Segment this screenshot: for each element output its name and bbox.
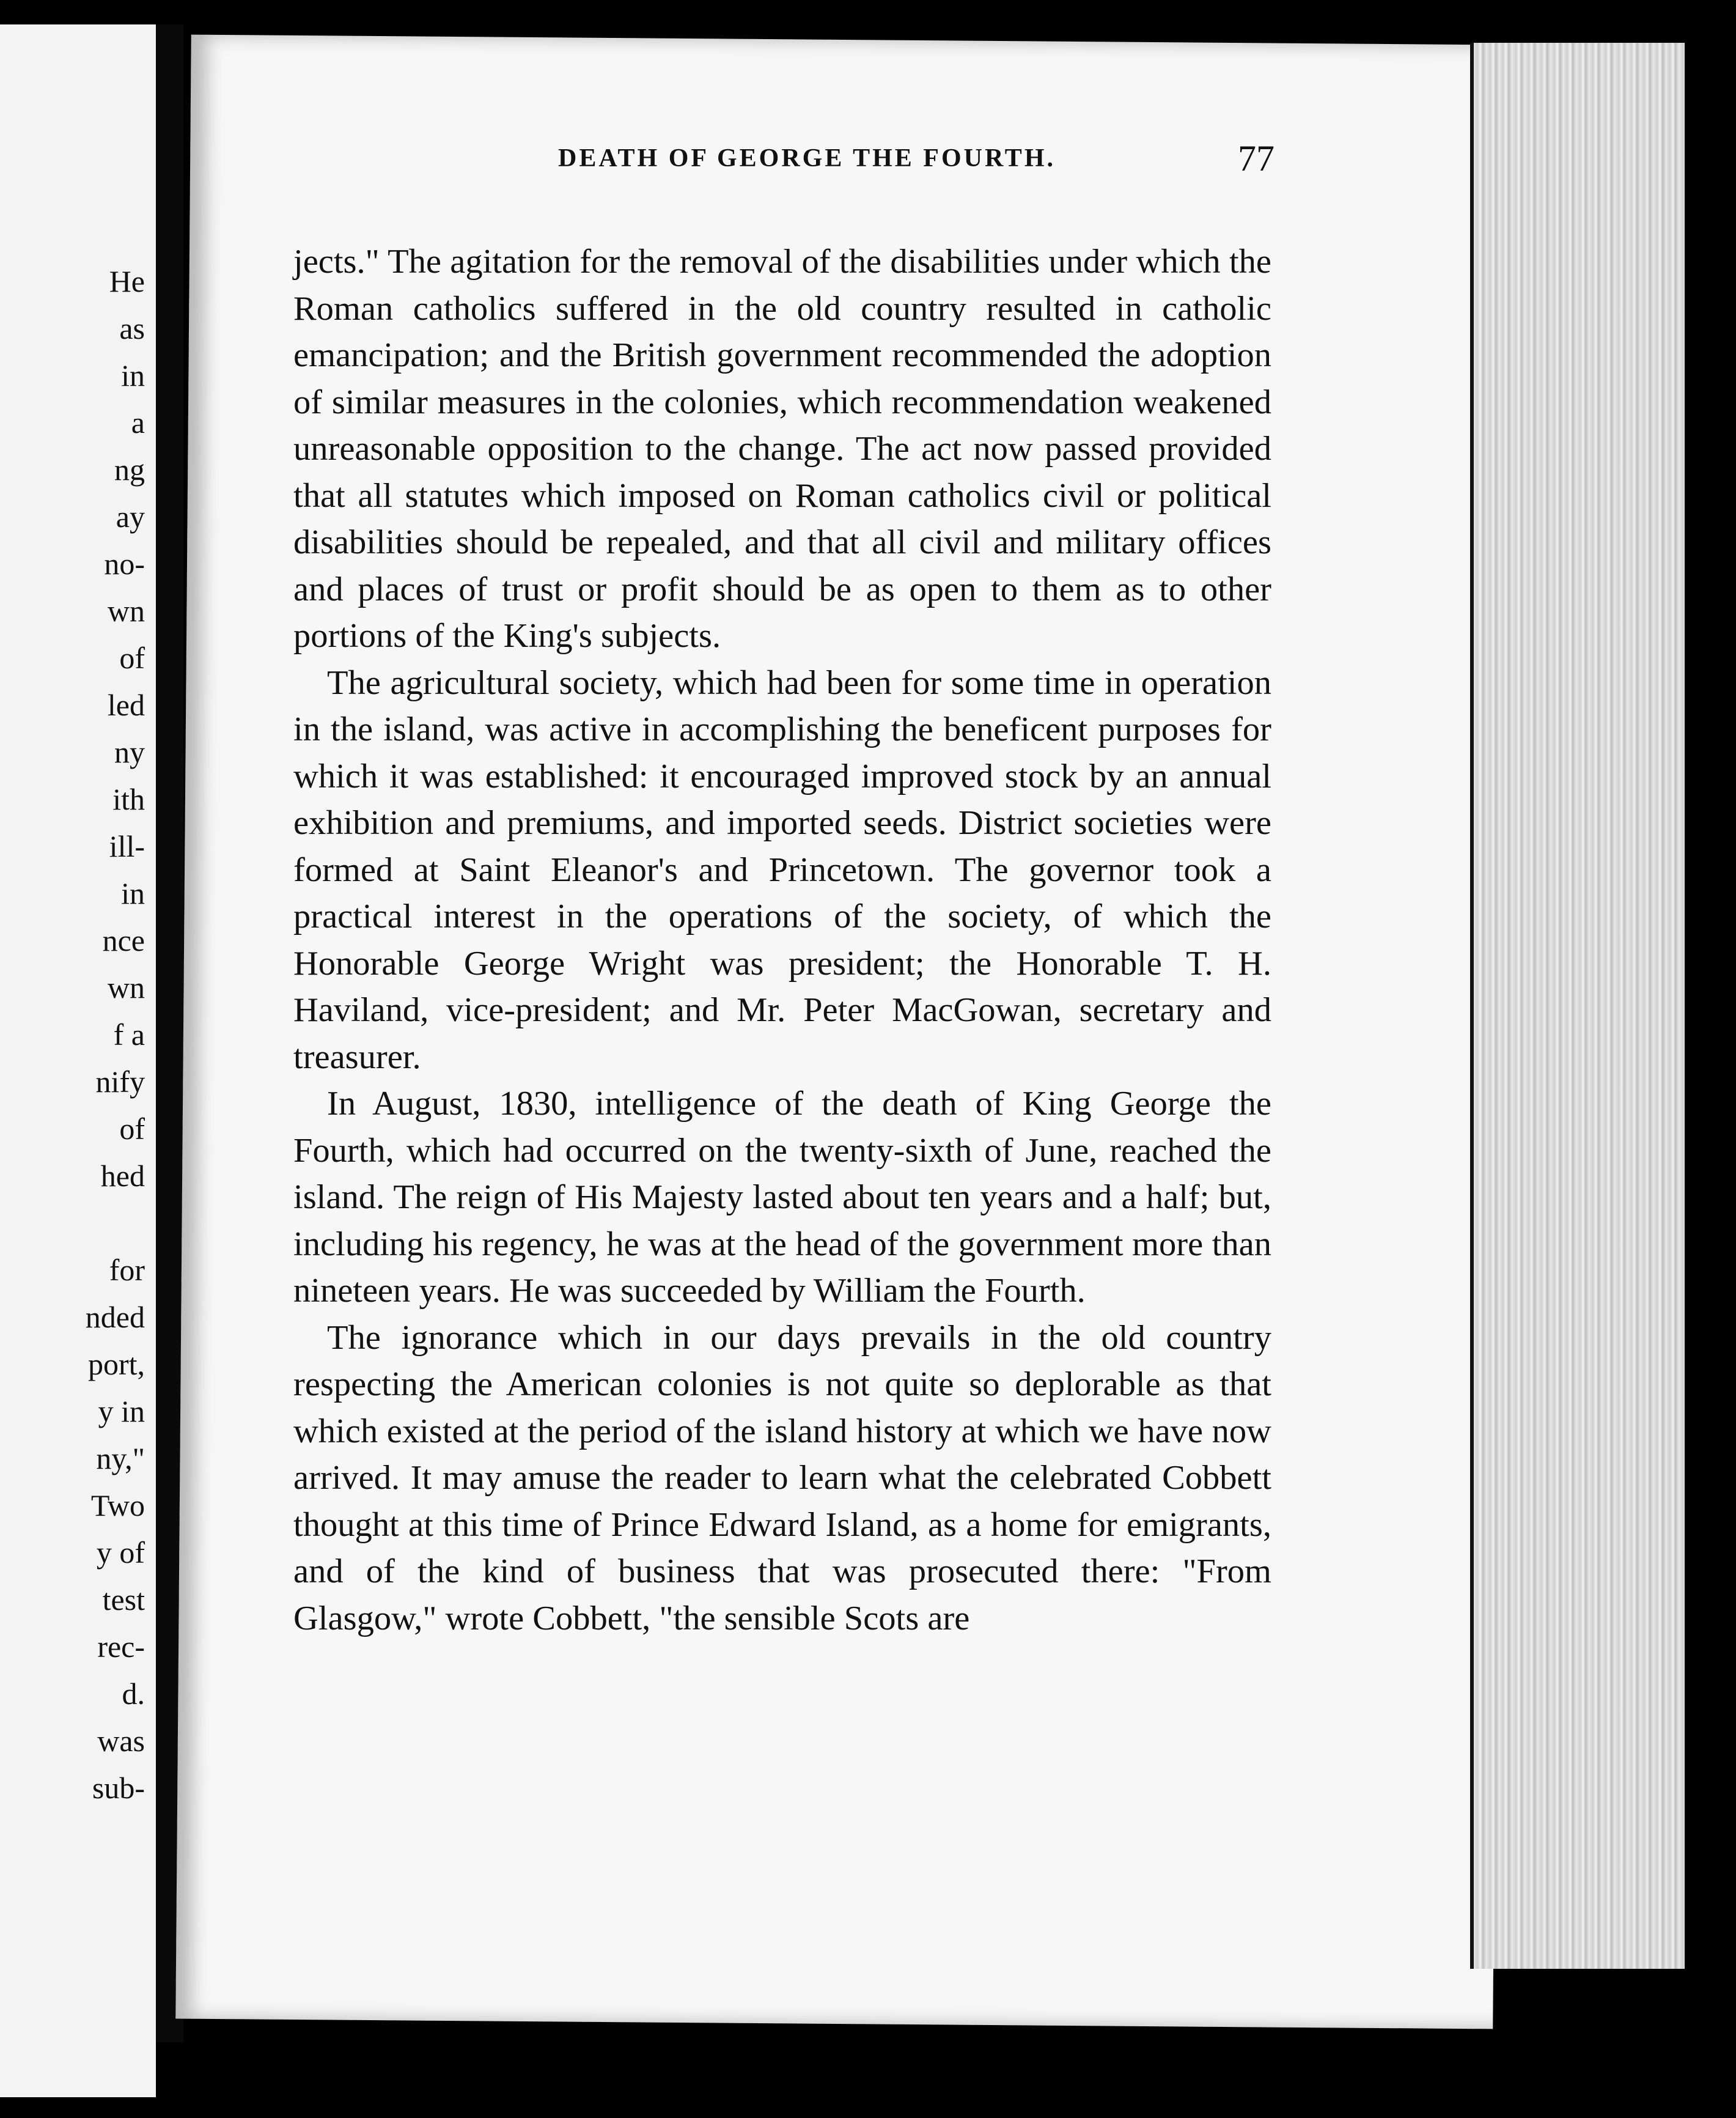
- paragraph-3: In August, 1830, intelligence of the death of King George the Fourth, which had occurred on the twenty-sixth of June, reached the island. The reign of His Majesty lasted about ten years and a half; but, including his regency, he was at the head of the government more than nineteen years. He was succeeded by William the Fourth.: [293, 1085, 1271, 1310]
- left-page-line-fragment: y of: [96, 1535, 145, 1570]
- left-page-line-fragment: ny: [114, 735, 145, 769]
- left-page-line-fragment: He: [109, 264, 145, 298]
- left-page-line-fragment: ith: [112, 782, 145, 816]
- left-page-line-fragment: ay: [116, 500, 145, 534]
- left-page-line-fragment: a: [131, 405, 145, 440]
- left-page-line-fragment: led: [107, 688, 145, 722]
- left-page-line-fragment: no-: [104, 547, 145, 581]
- left-page-line-fragment: nify: [95, 1065, 145, 1099]
- left-page-line-fragment: ill-: [109, 829, 145, 863]
- left-page-line-fragment: in: [121, 358, 145, 393]
- left-page-line-fragment: ny,": [96, 1441, 145, 1475]
- left-page-line-fragment: wn: [107, 970, 145, 1005]
- body-text: [293, 238, 1271, 1642]
- left-page-line-fragment: hed: [100, 1159, 145, 1193]
- left-page-line-fragment: was: [97, 1724, 145, 1758]
- left-page-line-fragment: port,: [87, 1347, 145, 1381]
- left-page-line-fragment: test: [102, 1582, 145, 1617]
- paragraph-2: The agricultural society, which had been for some time in operation in the island, was active in accomplishing the beneficent purposes for which it was established: it encouraged improved stock by an annual exhibition and premiums, and imported seeds. District societies were formed at Saint Eleanor's and Princetown. The governor took a practical interest in the operations of the society, of which the Honorable George Wright was president; the Honorable T. H. Haviland, vice-president; and Mr. Peter MacGowan, secretary and treasurer.: [293, 663, 1271, 1076]
- left-page-line-fragment: ng: [114, 452, 145, 487]
- left-page-line-fragment: rec-: [97, 1629, 145, 1664]
- paragraph-4: The ignorance which in our days prevails in the old country respecting the American colonies is not quite so deplorable as that which existed at the period of the island history at which we have now arrived. It may amuse the reader to learn what the celebrated Cobbett thought at this time of Prince Edward Island, as a home for emigrants, and of the kind of business that was prosecuted there: "From Glasgow," wrote Cobbett, "the sensible Scots are: [293, 1318, 1271, 1637]
- left-page-line-fragment: wn: [107, 594, 145, 628]
- left-page-line-fragment: in: [121, 876, 145, 910]
- left-page-line-fragment: of: [119, 641, 145, 675]
- running-title: DEATH OF GEORGE THE FOURTH.: [557, 144, 1056, 172]
- left-page-line-fragment: nded: [85, 1300, 145, 1334]
- left-page-line-fragment: d.: [122, 1677, 145, 1711]
- previous-page-fragment: [0, 24, 156, 2097]
- page-edges: [1470, 43, 1685, 1969]
- left-page-line-fragment: y in: [98, 1394, 145, 1428]
- left-page-line-fragment: for: [109, 1253, 145, 1287]
- page-number: 77: [1238, 138, 1274, 179]
- left-page-line-fragment: as: [119, 311, 145, 345]
- left-page-line-fragment: Two: [90, 1488, 145, 1522]
- left-page-line-fragment: sub-: [92, 1771, 145, 1805]
- paragraph-1: jects." The agitation for the removal of the disabilities under which the Roman catholics suffered in the old country resulted in catholic emancipation; and the British government recommended the adoption of similar measures in the colonies, which recommendation weakened unreasonable opposition to the change. The act now passed provided that all statutes which imposed on Roman catholics civil or political disabilities should be repealed, and that all civil and military offices and places of trust or profit should be as open to them as to other portions of the King's subjects.: [293, 243, 1271, 655]
- left-page-line-fragment: f a: [113, 1017, 145, 1052]
- left-page-line-fragment: nce: [102, 923, 145, 958]
- left-page-line-fragment: of: [119, 1112, 145, 1146]
